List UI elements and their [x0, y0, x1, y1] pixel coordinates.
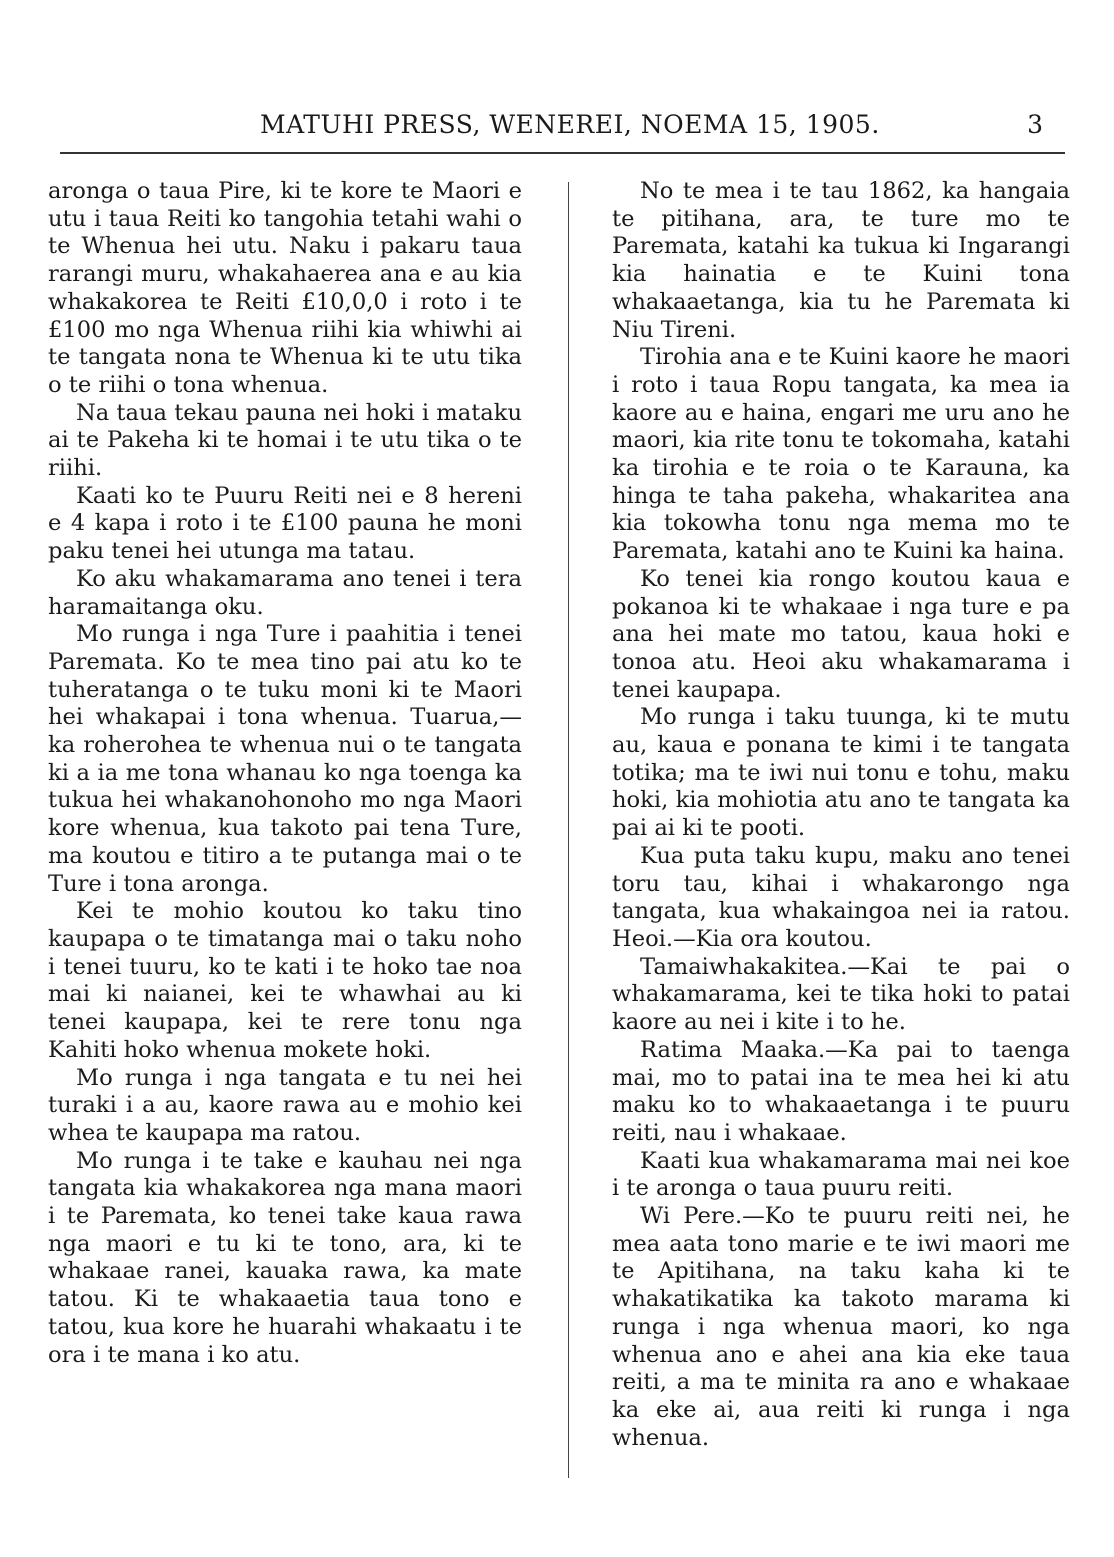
paragraph: Ko aku whakamarama ano tenei i tera haramaitanga oku.	[48, 565, 522, 620]
running-head	[60, 108, 1065, 148]
paragraph: Tamaiwhakakitea.—Kai te pai o whakamarama, kei te tika hoki to patai kaore au nei i kite i to he.	[612, 953, 1070, 1036]
paragraph: Kua puta taku kupu, maku ano tenei toru tau, kihai i whakarongo nga tangata, kua whakaingoa nei ia ratou. Heoi.—Kia ora koutou.	[612, 842, 1070, 952]
paragraph: Kaati ko te Puuru Reiti nei e 8 hereni e 4 kapa i roto i te £100 pauna he moni paku tenei hei utunga ma tatau.	[48, 482, 522, 565]
paragraph: Mo runga i taku tuunga, ki te mutu au, kaua e ponana te kimi i te tangata totika; ma te iwi nui tonu e tohu, maku hoki, kia mohiotia atu ano te tangata ka pai ai ki te pooti.	[612, 704, 1070, 842]
column-divider	[568, 182, 569, 1478]
paragraph: Tirohia ana e te Kuini kaore he maori i roto i taua Ropu tangata, ka mea ia kaore au e haina, engari me uru ano he maori, kia rite tonu te tokomaha, katahi ka tirohia e te roia o te Karauna, ka hinga te taha pakeha, whakaritea ana kia tokowha tonu nga mema mo te Paremata, katahi ano te Kuini ka haina.	[612, 344, 1070, 565]
header-rule	[60, 152, 1065, 154]
paragraph: aronga o taua Pire, ki te kore te Maori e utu i taua Reiti ko tangohia tetahi wahi o te Whenua hei utu. Naku i pakaru taua rarangi muru, whakahaerea ana e au kia whakakorea te Reiti £10,0,0 i roto i te £100 mo nga Whenua riihi kia whiwhi ai te tangata nona te Whenua ki te utu tika o te riihi o tona whenua.	[48, 178, 522, 398]
page-number: 3	[1027, 110, 1043, 139]
paragraph: Ko tenei kia rongo koutou kaua e pokanoa ki te whakaae i nga ture e pa ana hei mate mo tatou, kaua hoki e tonoa atu. Heoi aku whakamarama i tenei kaupapa.	[612, 565, 1070, 703]
paragraph: Mo runga i nga Ture i paahitia i tenei Paremata. Ko te mea tino pai atu ko te tuheratanga o te tuku moni ki te Maori hei whakapai i tona whenua. Tuarua,—ka roherohea te whenua nui o te tangata ki a ia me tona whanau ko nga toenga ka tukua hei whakanohonoho mo nga Maori kore whenua, kua takoto pai tena Ture, ma koutou e titiro a te putanga mai o te Ture i tona aronga.	[48, 621, 522, 897]
right-column	[612, 178, 1070, 1452]
paragraph: Kei te mohio koutou ko taku tino kaupapa o te timatanga mai o taku noho i tenei tuuru, ko te kati i te hoko tae noa mai ki naianei, kei te whawhai au ki tenei kaupapa, kei te rere tonu nga Kahiti hoko whenua mokete hoki.	[48, 898, 522, 1063]
paragraph: Ratima Maaka.—Ka pai to taenga mai, mo to patai ina te mea hei ki atu maku ko to whakaaetanga i te puuru reiti, nau i whakaae.	[612, 1036, 1070, 1146]
paragraph: Kaati kua whakamarama mai nei koe i te aronga o taua puuru reiti.	[612, 1147, 1070, 1202]
paragraph: Mo runga i nga tangata e tu nei hei turaki i a au, kaore rawa au e mohio kei whea te kaupapa ma ratou.	[48, 1064, 522, 1146]
paragraph: Na taua tekau pauna nei hoki i mataku ai te Pakeha ki te homai i te utu tika o te riihi.	[48, 399, 522, 482]
page-title: MATUHI PRESS, WENEREI, NOEMA 15, 1905.	[260, 110, 880, 139]
paragraph: Mo runga i te take e kauhau nei nga tangata kia whakakorea nga mana maori i te Paremata, ko tenei take kaua rawa nga maori e tu ki te tono, ara, ki te whakaae ranei, kauaka rawa, ka mate tatou. Ki te whakaaetia taua tono e tatou, kua kore he huarahi whakaatu i te ora i te mana i ko atu.	[48, 1147, 522, 1368]
left-column	[48, 178, 522, 1369]
paragraph: No te mea i te tau 1862, ka hangaia te pitihana, ara, te ture mo te Paremata, katahi ka tukua ki Ingarangi kia hainatia e te Kuini tona whakaaetanga, kia tu he Paremata ki Niu Tireni.	[612, 178, 1070, 343]
paragraph: Wi Pere.—Ko te puuru reiti nei, he mea aata tono marie e te iwi maori me te Apitihana, na taku kaha ki te whakatikatika ka takoto marama ki runga i nga whenua maori, ko nga whenua ano e ahei ana kia eke taua reiti, a ma te minita ra ano e whakaae ka eke ai, aua reiti ki runga i nga whenua.	[612, 1203, 1070, 1451]
